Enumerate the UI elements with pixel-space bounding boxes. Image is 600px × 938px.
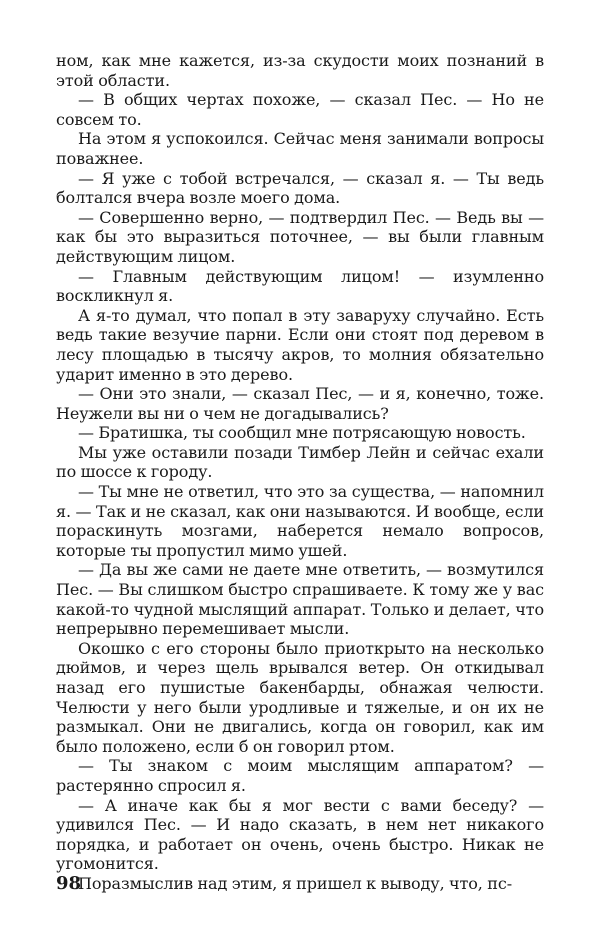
paragraph: — Главным действующим лицом! — изумленно воскликнул я. xyxy=(56,266,544,306)
paragraph: — Ты знаком с моим мыслящим аппаратом? — растерянно спросил я. xyxy=(56,756,544,795)
paragraph: — Ты мне не ответил, что это за существа, — напомнил я. — Так и не сказал, как они называются. И вообще, если пораскинуть мозгами, наберется немало вопросов, которые ты пропустил мимо ушей. xyxy=(56,482,544,560)
paragraph: Поразмыслив над этим, я пришел к выводу, что, пс- xyxy=(78,873,513,893)
paragraph: — Совершенно верно, — подтвердил Пес. — Ведь вы — как бы это выразиться поточнее, — вы были главным действующим лицом. xyxy=(56,207,544,266)
paragraph: — Да вы же сами не даете мне ответить, — возмутился Пес. — Вы слишком быстро спрашиваете. К тому же у вас какой-то чудной мыслящий аппарат. Только и делает, что непрерывно перемешивает мысли. xyxy=(56,560,544,639)
paragraph: — В общих чертах похоже, — сказал Пес. — Но не совсем то. xyxy=(56,90,544,129)
paragraph: ном, как мне кажется, из-за скудости моих познаний в этой области. xyxy=(56,51,544,90)
page-number: 98 xyxy=(56,873,82,894)
paragraph: — Я уже с тобой встречался, — сказал я. — Ты ведь болтался вчера возле моего дома. xyxy=(56,168,544,208)
paragraph: Окошко с его стороны было приоткрыто на несколько дюймов, и через щель врывался ветер. Он откидывал назад его пушистые бакенбарды, обнажая челюсти. Челюсти у него были уродливые и тяжелые, и он их не размыкал. Они не двигались, когда он говорил, как им было положено, если б он говорил ртом. xyxy=(56,638,544,756)
paragraph: — Братишка, ты сообщил мне потрясающую новость. xyxy=(78,423,526,443)
paragraph: — А иначе как бы я мог вести с вами беседу? — удивился Пес. — И надо сказать, в нем нет никакого порядка, и работает он очень, очень быстро. Никак не угомонится. xyxy=(56,795,544,874)
paragraph: Мы уже оставили позади Тимбер Лейн и сейчас ехали по шоссе к городу. xyxy=(56,442,544,482)
paragraph: На этом я успокоился. Сейчас меня занимали вопросы поважнее. xyxy=(56,129,544,168)
page-text xyxy=(56,51,544,894)
paragraph: — Они это знали, — сказал Пес, — и я, конечно, тоже. Неужели вы ни о чем не догадывались? xyxy=(56,384,544,423)
paragraph: А я-то думал, что попал в эту заваруху случайно. Есть ведь такие везучие парни. Если они стоят под деревом в лесу площадью в тысячу акров, то молния обязательно ударит именно в это дерево. xyxy=(56,305,544,384)
